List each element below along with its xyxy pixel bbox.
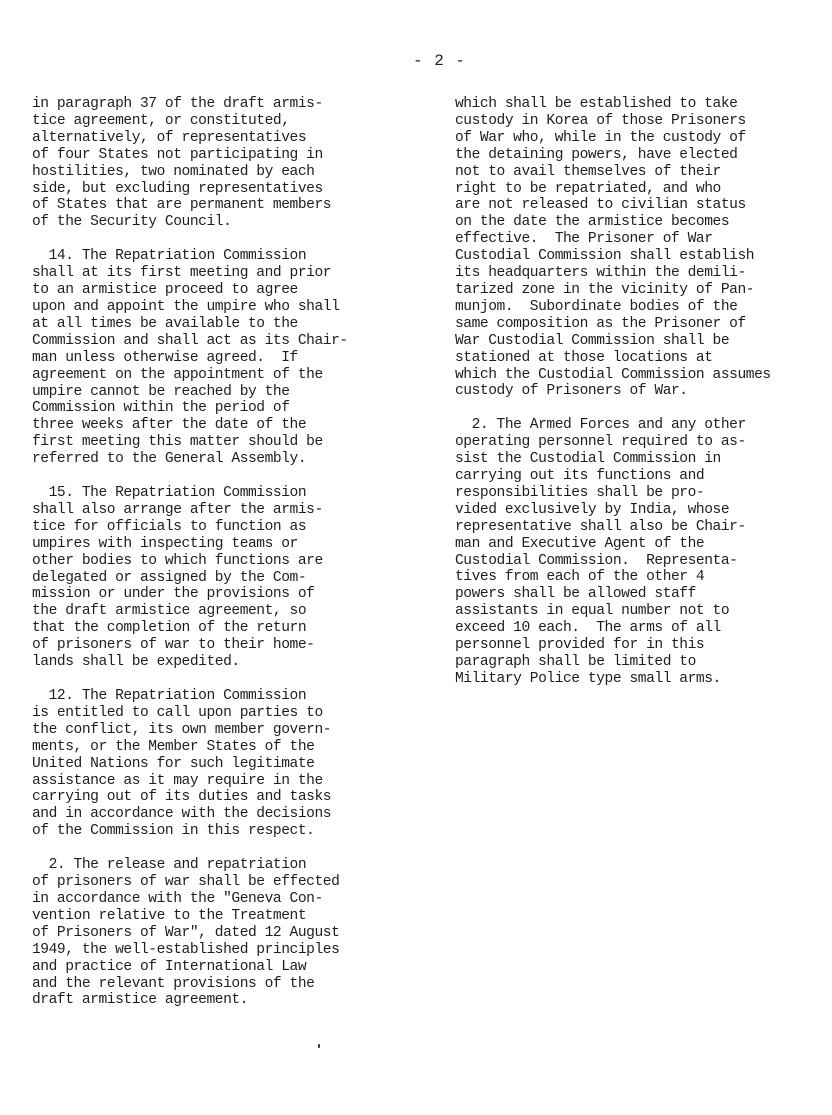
paragraph-15: 15. The Repatriation Commission shall also arrange after the armis- tice for officials to function as umpires with inspecting teams or other bodies to which functions are delegated or assigned by the Com- mission or under the provisions of the draft armistice agreement, so that the completion of the return of prisoners of war to their home- lands shall be expedited. [32, 485, 323, 671]
paragraph-14: 14. The Repatriation Commission shall at its first meeting and prior to an armistice proceed to agree upon and appoint the umpire who shall at all times be available to the Commission and shall act as its Chair- man unless otherwise agreed. If agreement on the appointment of the umpire cannot be reached by the Commission within the period of three weeks after the date of the first meeting this matter should be referred to the General Assembly. [32, 248, 348, 468]
page-number: - 2 - [413, 52, 467, 70]
paragraph-2-release: 2. The release and repatriation of prisoners of war shall be effected in accordance with the "Geneva Con- vention relative to the Treatment of Prisoners of War", dated 12 August 1949, the well-established principles and practice of International Law and the relevant provisions of the draft armistice agreement. [32, 857, 340, 1009]
paragraph-2-armed-forces: 2. The Armed Forces and any other operating personnel required to as- sist the Custodial Commission in carrying out its functions and responsibilities shall be pro- vided exclusively by India, whose representative shall also be Chair- man and Executive Agent of the Custodial Commission. Representa- tives from each of the other 4 powers shall be allowed staff assistants in equal number not to exceed 10 each. The arms of all personnel provided for in this paragraph shall be limited to Military Police type small arms. [455, 417, 746, 687]
paragraph-37-continuation: in paragraph 37 of the draft armis- tice agreement, or constituted, alternatively, of representatives of four States not participating in hostilities, two nominated by each side, but excluding representatives of States that are permanent members of the Security Council. [32, 96, 332, 231]
right-column [455, 96, 827, 688]
ink-speck [318, 1044, 320, 1048]
paragraph-custodial-commission: which shall be established to take custody in Korea of those Prisoners of War who, while in the custody of the detaining powers, have elected not to avail themselves of their right to be repatriated, and who are not released to civilian status on the date the armistice becomes effective. The Prisoner of War Custodial Commission shall establish its headquarters within the demili- tarized zone in the vicinity of Pan- munjom. Subordinate bodies of the same composition as the Prisoner of War Custodial Commission shall be stationed at those locations at which the Custodial Commission assumes custody of Prisoners of War. [455, 96, 771, 400]
left-column [32, 96, 412, 1009]
paragraph-12: 12. The Repatriation Commission is entitled to call upon parties to the conflict, its own member govern- ments, or the Member States of the United Nations for such legitimate assistance as it may require in the carrying out of its duties and tasks and in accordance with the decisions of the Commission in this respect. [32, 688, 332, 840]
